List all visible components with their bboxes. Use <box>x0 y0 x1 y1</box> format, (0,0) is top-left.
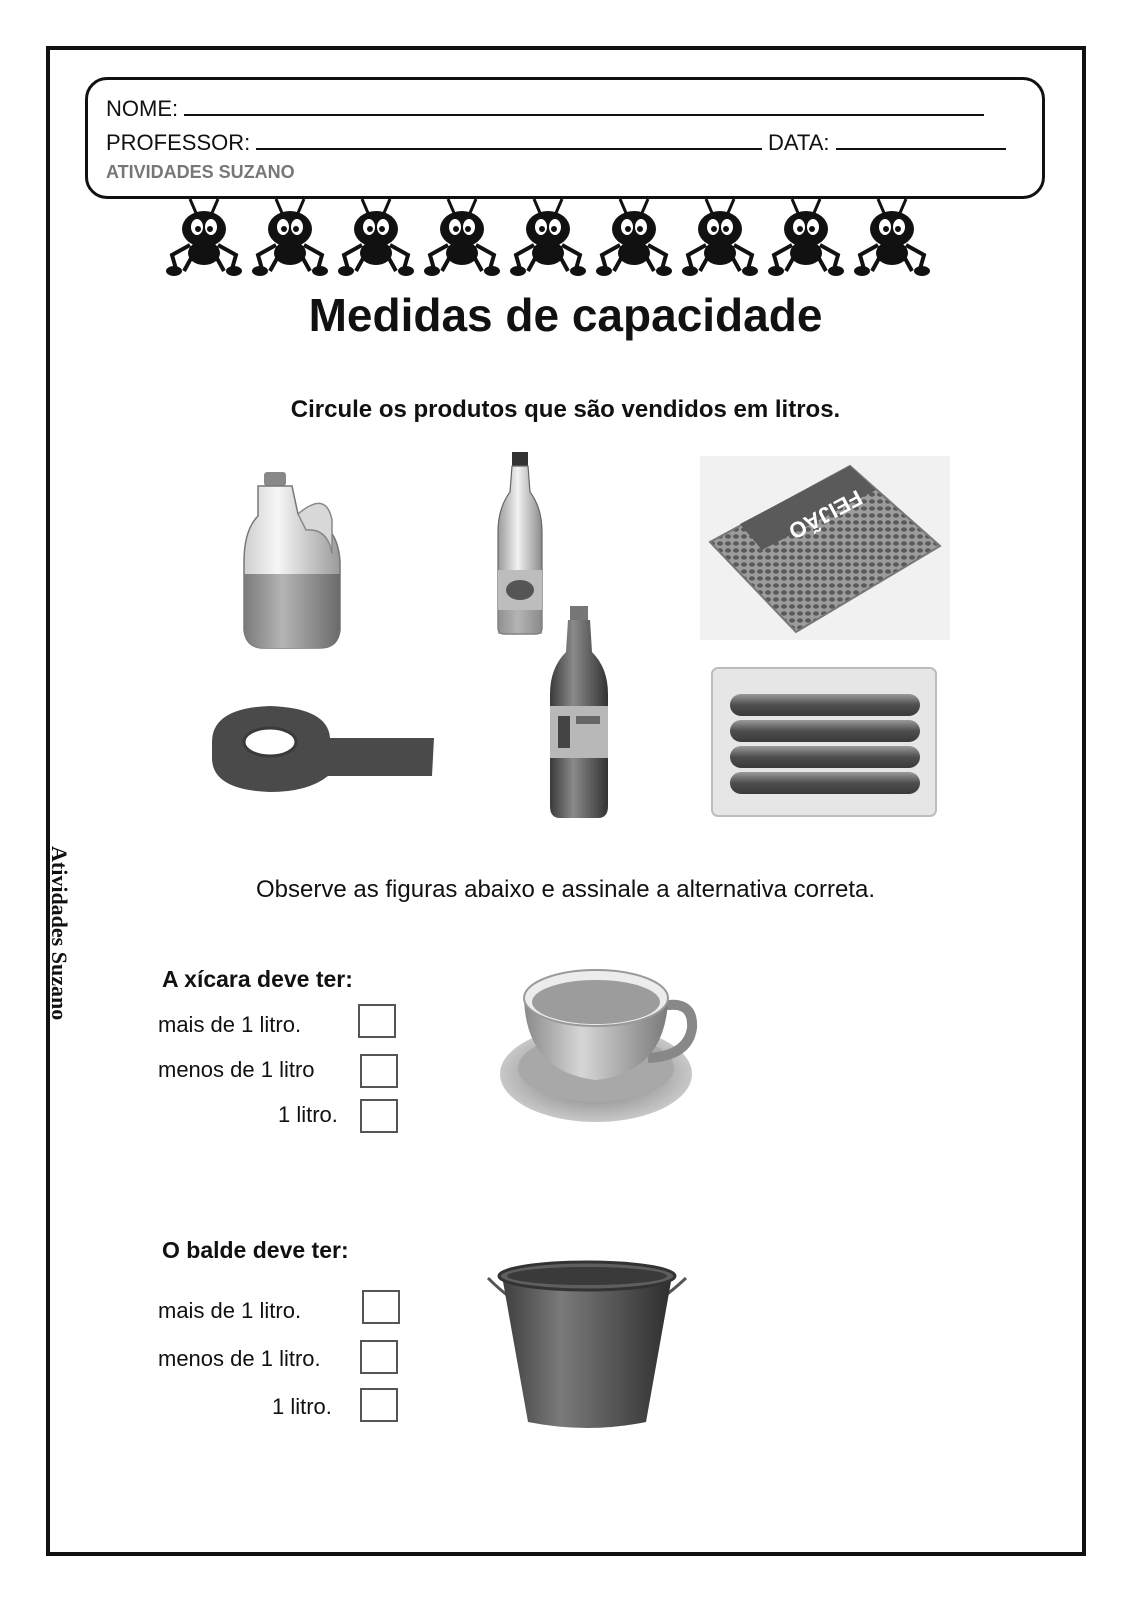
side-watermark: Atividades Suzano <box>47 846 72 1021</box>
sausages-image <box>710 664 938 820</box>
q2-option-3-checkbox[interactable] <box>360 1388 398 1422</box>
question-2-heading: O balde deve ter: <box>162 1237 349 1263</box>
cup-image <box>498 962 704 1134</box>
q1-option-3-checkbox[interactable] <box>360 1099 398 1133</box>
bucket-image <box>484 1254 690 1434</box>
teacher-label: PROFESSOR: <box>106 130 251 155</box>
date-field[interactable] <box>836 130 1006 150</box>
q2-option-1-label: mais de 1 litro. <box>158 1298 302 1323</box>
bleach-jug-image <box>228 470 358 652</box>
teacher-line <box>106 130 762 156</box>
date-label: DATA: <box>768 130 830 155</box>
tape-roll-image <box>208 698 436 794</box>
q2-option-2-label: menos de 1 litro. <box>158 1346 321 1371</box>
date-line <box>768 130 1006 156</box>
ant-icon <box>510 199 586 276</box>
instruction-1: Circule os produtos que são vendidos em litros. <box>290 396 841 423</box>
ant-icon <box>338 199 414 276</box>
q2-option-3-label: 1 litro. <box>272 1394 332 1419</box>
instruction-2: Observe as figuras abaixo e assinale a alternativa correta. <box>256 876 875 903</box>
brand-text: ATIVIDADES SUZANO <box>106 162 295 182</box>
question-1-heading: A xícara deve ter: <box>162 966 353 992</box>
beans-bag-label: FEIJÃO <box>784 484 867 545</box>
beans-bag-image <box>700 456 950 640</box>
q1-option-1-label: mais de 1 litro. <box>158 1012 302 1037</box>
q1-option-1-checkbox[interactable] <box>358 1004 396 1038</box>
name-field[interactable] <box>184 96 984 116</box>
ant-icon <box>682 199 758 276</box>
page-title: Medidas de capacidade <box>308 289 823 341</box>
oil-bottle-image <box>494 452 546 636</box>
q1-option-2-label: menos de 1 litro <box>158 1057 315 1082</box>
q1-option-3-label: 1 litro. <box>278 1102 338 1127</box>
q2-option-1-checkbox[interactable] <box>362 1290 400 1324</box>
ant-icon <box>768 199 844 276</box>
teacher-field[interactable] <box>256 130 762 150</box>
name-line <box>106 96 984 122</box>
soda-bottle-image <box>546 606 612 820</box>
ant-icon <box>596 199 672 276</box>
q2-option-2-checkbox[interactable] <box>360 1340 398 1374</box>
ant-icon <box>424 199 500 276</box>
name-label: NOME: <box>106 96 179 121</box>
ant-icon <box>166 199 242 276</box>
ants-decoration <box>160 195 960 287</box>
ant-icon <box>252 199 328 276</box>
q1-option-2-checkbox[interactable] <box>360 1054 398 1088</box>
ant-icon <box>854 199 930 276</box>
